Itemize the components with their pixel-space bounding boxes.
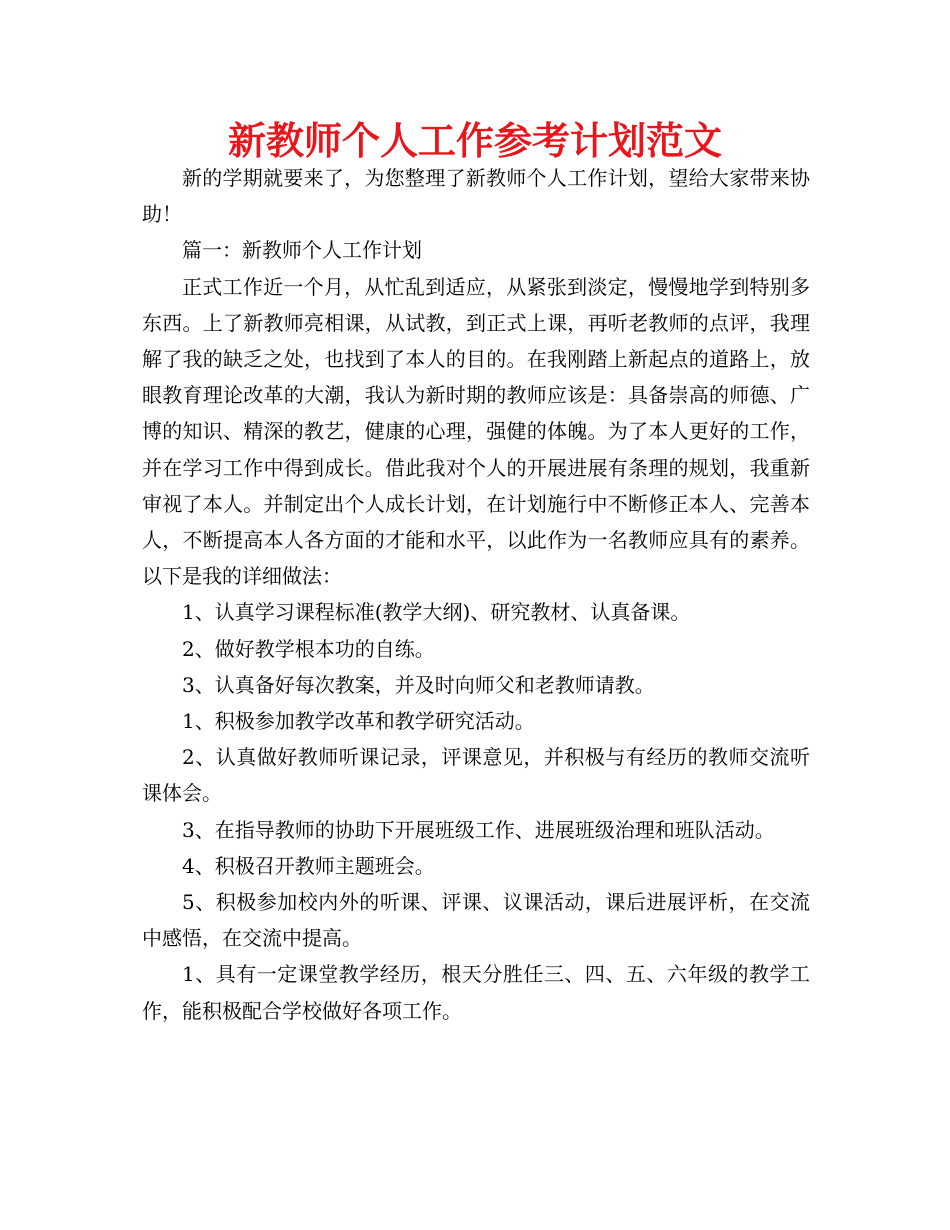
list-item: 3、在指导教师的协助下开展班级工作、进展班级治理和班队活动。: [182, 817, 775, 842]
list-item: 4、积极召开教师主题班会。: [182, 853, 435, 878]
list-item: 1、具有一定课堂教学经历，根天分胜任三、四、五、六年级的教学工作，能积极配合学校做好各项工作。: [142, 962, 810, 1023]
document-title: 新教师个人工作参考计划范文: [227, 119, 722, 163]
intro-paragraph: 新的学期就要来了，为您整理了新教师个人工作计划，望给大家带来协助！: [142, 166, 810, 227]
list-item: 5、积极参加校内外的听课、评课、议课活动，课后进展评析，在交流中感悟，在交流中提高。: [142, 890, 810, 951]
list-item: 3、认真备好每次教案，并及时向师父和老教师请教。: [182, 672, 655, 697]
body-paragraph: 正式工作近一个月，从忙乱到适应，从紧张到淡定，慢慢地学到特别多东西。上了新教师亮相课，从试教，到正式上课，再听老教师的点评，我理解了我的缺乏之处，也找到了本人的目的。在我刚踏上新起点的道路上，放眼教育理论改革的大潮，我认为新时期的教师应该是：具备崇高的师德、广博的知识、精深的教艺，健康的心理，强健的体魄。为了本人更好的工作，并在学习工作中得到成长。借此我对个人的开展进展有条理的规划，我重新审视了本人。并制定出个人成长计划，在计划施行中不断修正本人、完善本人，不断提高本人各方面的才能和水平，以此作为一名教师应具有的素养。以下是我的详细做法：: [142, 274, 810, 589]
list-item: 2、做好教学根本功的自练。: [182, 636, 435, 661]
document-body: [142, 160, 810, 1029]
list-item: 1、认真学习课程标准(教学大纲)、研究教材、认真备课。: [182, 600, 691, 625]
list-item: 1、积极参加教学改革和教学研究活动。: [182, 709, 535, 734]
list-item: 2、认真做好教师听课记录，评课意见，并积极与有经历的教师交流听课体会。: [142, 745, 810, 806]
section-heading: 篇一：新教师个人工作计划: [182, 238, 422, 263]
